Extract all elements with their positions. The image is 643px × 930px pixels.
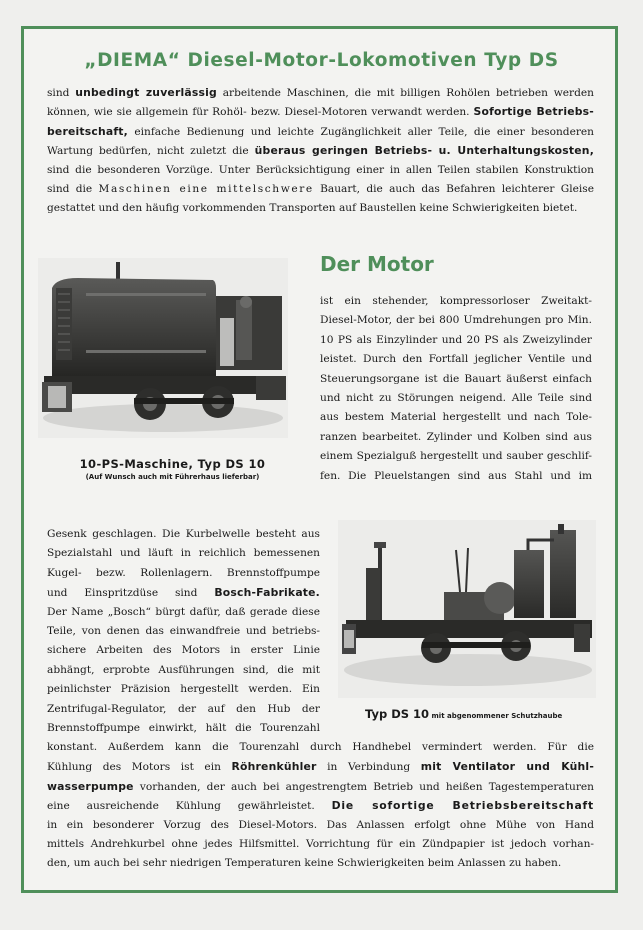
image-caption-2 xyxy=(365,703,562,722)
spaced-text: Maschinen eine mittelschwere xyxy=(98,182,314,195)
left-line: Spezialstahl und läuft in reichlich bemessenen xyxy=(47,547,320,560)
motor-line: Diesel-Motor, der bei 800 Umdrehungen pro Min. xyxy=(320,314,592,327)
text-run: können, wie sie allgemein für Rohöl- bezw. Diesel-Motoren verwandt werden. xyxy=(47,106,474,119)
intro-line xyxy=(47,141,594,160)
emphasis: Röhrenkühler xyxy=(231,760,317,774)
outro-line: mittels Andrehkurbel ohne jedes Hilfsmittel. Vorrichtung für ein Zündpapier ist jedoch vorhan- xyxy=(47,837,594,850)
text-run: sind xyxy=(47,87,76,99)
motor-line: Steuerungsorgane ist die Bauart äußerst einfach xyxy=(320,372,592,385)
motor-line: und nicht zu Störungen neigend. Alle Teile sind xyxy=(320,391,592,404)
caption-sub: mit abgenommener Schutzhaube xyxy=(429,712,563,720)
outro-paragraph xyxy=(47,738,594,874)
motor-line: leistet. Durch den Fortfall jeglicher Ventile und xyxy=(320,353,592,366)
motor-line: ist ein stehender, kompressorloser Zweitakt- xyxy=(320,295,592,307)
motor-line: aus bestem Material hergestellt und nach Tole- xyxy=(320,411,592,424)
text-run: eine ausreichende Kühlung gewährleistet. xyxy=(47,800,332,813)
outro-line: konstant. Außerdem kann die Tourenzahl durch Handhebel vermindert werden. Für die xyxy=(47,741,594,753)
left-line: sichere Arbeiten des Motors in erster Linie xyxy=(47,644,320,657)
emphasis: bereitschaft, xyxy=(47,124,128,138)
intro-line xyxy=(47,180,594,199)
caption-sub: (Auf Wunsch auch mit Führerhaus lieferbar) xyxy=(85,473,260,481)
emphasis: unbedingt zuverlässig xyxy=(75,86,217,99)
left-line: peinlichster Präzision hergestellt werden. Ein xyxy=(47,683,320,696)
left-line: Kugel- bezw. Rollenlagern. Brennstoffpumpe xyxy=(47,566,320,579)
motor-line: 10 PS als Einzylinder und 20 PS als Zweizylinder xyxy=(320,333,592,346)
machine-without-hood-photo xyxy=(338,520,596,698)
outro-line: den, um auch bei sehr niedrigen Temperaturen keine Schwierigkeiten beim Anlassen zu haben. xyxy=(47,857,562,870)
intro-paragraph xyxy=(47,83,594,219)
intro-line xyxy=(47,102,594,121)
left-line: Teile, von denen das einwandfreie und betriebs- xyxy=(47,624,320,637)
outro-line xyxy=(47,796,594,815)
emphasis: überaus geringen Betriebs- u. Unterhaltungskosten, xyxy=(254,144,594,158)
emphasis: Bosch-Fabrikate. xyxy=(214,586,320,600)
left-line: Brennstoffpumpe einwirkt, hält die Tourenzahl xyxy=(47,721,320,734)
motor-line: ranzen bearbeitet. Zylinder und Kolben sind aus xyxy=(320,430,592,443)
emphasis: wasserpumpe xyxy=(47,779,134,793)
intro-line: sind die besonderen Vorzüge. Unter Berücksichtigung einer in allen Teilen stabilen Konstruktion xyxy=(47,163,594,176)
emphasis: mit Ventilator und Kühl- xyxy=(420,760,594,774)
text-run: und Einspritzdüse sind xyxy=(47,587,215,600)
left-line: abhängt, erprobte Ausführungen sind, die mit xyxy=(47,663,320,676)
text-run: Bauart, die auch das Befahren leichterer Gleise xyxy=(313,182,594,195)
text-run: Wartung bedürfen, nicht zuletzt die xyxy=(47,145,255,158)
locomotive-photo xyxy=(38,258,288,438)
intro-line: gestattet und den häufig vorkommenden Transporten auf Baustellen keine Schwierigkeiten bietet. xyxy=(47,202,578,215)
caption-main: 10-PS-Maschine, Typ DS 10 xyxy=(79,457,266,471)
motor-column xyxy=(320,292,592,486)
text-run: sind die xyxy=(47,182,99,195)
text-run: in Verbindung xyxy=(316,761,421,774)
intro-line xyxy=(47,122,594,141)
text-run: arbeitende Maschinen, die mit billigen Rohölen betrieben werden xyxy=(216,87,594,99)
left-column xyxy=(47,525,320,738)
left-line: Gesenk geschlagen. Die Kurbelwelle besteht aus xyxy=(47,528,320,540)
left-line: Zentrifugal-Regulator, der auf den Hub der xyxy=(47,702,320,715)
motor-line: einem Spezialguß hergestellt und sauber geschlif- xyxy=(320,450,592,463)
section-heading-motor: Der Motor xyxy=(320,252,434,276)
outro-line xyxy=(47,757,594,776)
page-title: „DIEMA“ Diesel-Motor-Lokomotiven Typ DS xyxy=(84,50,559,71)
outro-line xyxy=(47,777,594,796)
text-run: Kühlung des Motors ist ein xyxy=(47,761,232,774)
left-line: Der Name „Bosch“ bürgt dafür, daß gerade diese xyxy=(47,605,320,618)
text-run: einfache Bedienung und leichte Zugänglichkeit aller Teile, die einer besonderen xyxy=(127,125,594,138)
emphasis: Die sofortige Betriebsbereitschaft xyxy=(331,799,594,813)
intro-line xyxy=(47,83,594,102)
emphasis: Sofortige Betriebs- xyxy=(473,105,594,119)
outro-line: in ein besonderer Vorzug des Diesel-Motors. Das Anlassen erfolgt ohne Mühe von Hand xyxy=(47,818,594,831)
left-line xyxy=(47,583,320,602)
caption-main: Typ DS 10 xyxy=(365,707,430,721)
image-caption-1 xyxy=(45,457,300,481)
motor-line: fen. Die Pleuelstangen sind aus Stahl und im xyxy=(320,469,592,482)
text-run: vorhanden, der auch bei angestrengtem Betrieb und heißen Tagestemperaturen xyxy=(133,780,594,793)
